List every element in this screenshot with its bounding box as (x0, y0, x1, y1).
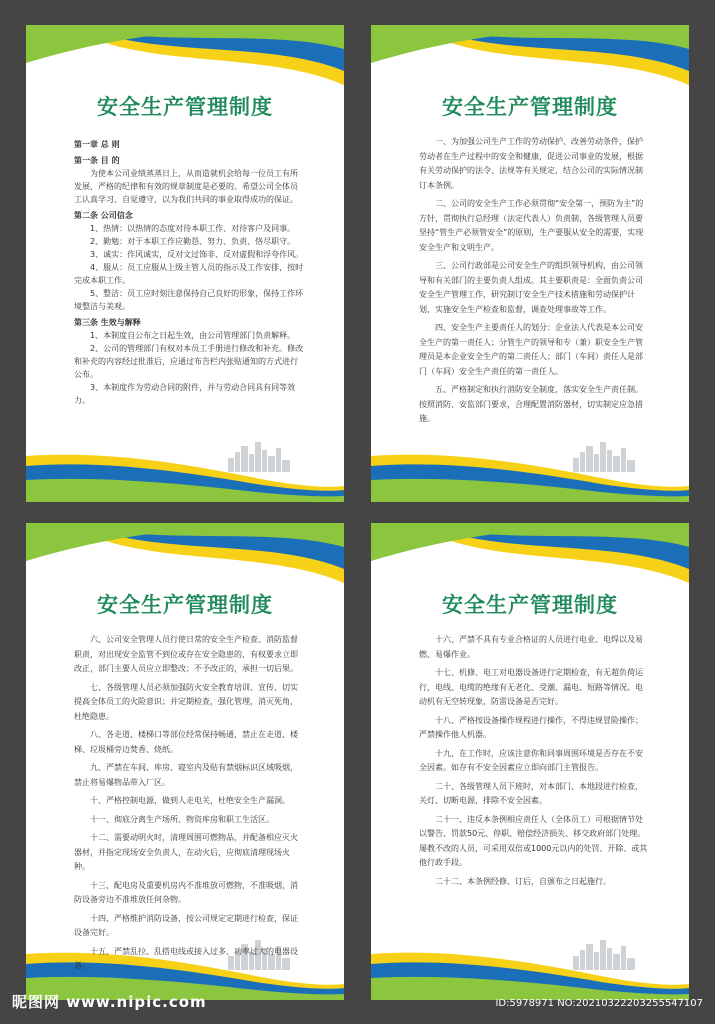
clause-paragraph: 2、勤勉：对于本职工作应勤恳、努力、负责、恪尽职守。 (90, 237, 296, 246)
clause-paragraph: 4、服从：员工应服从上级主管人员的指示及工作安排，按时完成本职工作。 (74, 263, 304, 285)
clause-paragraph: 二、公司的安全生产工作必须贯彻“安全第一，预防为主”的方针，贯彻执行总经理（法定代表人）负责制，各级管理人员要坚持“管生产必须管安全”的原则，生产要服从安全的需要，实现安全生产和文明生产。 (419, 199, 644, 252)
poster-title: 安全生产管理制度 (442, 95, 618, 119)
clause-paragraph: 十九、在工作时，应该注意你和同事周围环境是否存在不安全因素。如存有不安全因素应立即向部门主管报告。 (419, 748, 643, 772)
clause-paragraph: 二十一、违反本条例相应责任人（全体员工）可根据情节处以警告、罚款50元、停职、赔偿经济损失、移交政府部门处理。屡教不改的人员，可采用双倍或1000元以内的处罚、开除、或其他行政手段。 (419, 814, 648, 867)
clause-paragraph: 三、公司行政部是公司安全生产的组织领导机构，由公司领导和有关部门的主要负责人组成。其主要职责是：全面负责公司安全生产管理工作，研究制订安全生产技术措施和劳动保护计划，实施安全生产检查和监督，调查处理事故等工作。 (419, 261, 643, 314)
clause-paragraph: 3、诚实：作风诚实，反对文过饰非、反对虚假和浮夸作风。 (90, 250, 304, 259)
clause-paragraph: 二十二、本条例经修、订后，自颁布之日起施行。 (435, 876, 611, 886)
top-wave-decoration (26, 523, 344, 591)
bottom-wave-decoration (26, 450, 344, 502)
watermark-id: ID:5978971 NO:20210322203255547107 (495, 998, 703, 1009)
section-heading: 第三条 生效与解释 (74, 318, 141, 327)
clause-paragraph: 十一、彻底分离生产场所、物资库房和职工生活区。 (90, 814, 274, 824)
clause-paragraph: 一、为加强公司生产工作的劳动保护、改善劳动条件，保护劳动者在生产过程中的安全和健康，促进公司事业的发展，根据有关劳动保护的法令、法规等有关规定，结合公司的实际情况制订本条例。 (419, 137, 643, 190)
clause-paragraph: 十三、配电房及重要机房内不准堆放可燃物，不准吸烟，消防设备旁边不准堆放任何杂物。 (74, 880, 298, 904)
poster-title: 安全生产管理制度 (97, 593, 273, 617)
watermark-site: 昵图网 www.nipic.com (12, 993, 207, 1011)
bottom-wave-decoration (371, 948, 689, 1000)
clause-paragraph: 1、热情：以热情的态度对待本职工作、对待客户及同事。 (90, 224, 296, 233)
clause-paragraph: 十、严格控制电源，做到人走电关，杜绝安全生产漏洞。 (90, 796, 290, 805)
clause-paragraph: 1、本制度自公布之日起生效，由公司管理部门负责解释。 (90, 331, 296, 340)
top-wave-decoration (26, 25, 344, 93)
poster-2 (371, 25, 689, 502)
clause-paragraph: 5、整洁：员工应时刻注意保持自己良好的形象，保持工作环境整洁与美观。 (74, 289, 304, 311)
clause-paragraph: 3、本制度作为劳动合同的附件，并与劳动合同具有同等效力。 (74, 383, 296, 405)
poster-title: 安全生产管理制度 (97, 95, 273, 119)
clause-paragraph: 七、各级管理人员必须加强防火安全教育培训、宣传、切实提高全体员工的火险意识；并定期检查，强化管理，消灭死角，杜绝隐患。 (74, 682, 298, 721)
clause-paragraph: 八、各走道、楼梯口等部位经常保持畅通，禁止在走道、楼梯、垃圾桶旁边焚香、烧纸。 (74, 730, 298, 754)
section-heading: 第一条 目 的 (74, 156, 120, 165)
clause-paragraph: 十七、机修、电工对电器设备进行定期检查，有无超负荷运行，电线、电缆的绝缘有无老化、受潮、漏电、短路等情况。电动机有无空转现象，防雷设备是否完好。 (419, 668, 643, 706)
poster-body (74, 135, 304, 407)
clause-paragraph: 六、公司安全管理人员行使日常的安全生产检查、消防监督职责，对出现安全监管不到位或存在安全隐患的，有权要求立即改正，部门主要人员应立即整改；不予改正的，承担一切后果。 (74, 635, 298, 673)
clause-paragraph: 十五、严禁乱拉、乱搭电线或接入过多、功率过大的电器设备。 (74, 946, 298, 970)
poster-body (419, 633, 649, 889)
clause-paragraph: 十八、严格按设备操作规程进行操作，不得违规冒险操作；严禁操作他人机器。 (419, 715, 643, 739)
poster-4 (371, 523, 689, 1000)
clause-paragraph: 十四、严格维护消防设备，按公司规定定期进行检查，保证设备完好。 (74, 913, 298, 937)
clause-paragraph: 十六、严禁不具有专业合格证的人员进行电业、电焊以及易燃、易爆作业。 (419, 635, 643, 659)
clause-paragraph: 四、安全生产主要责任人的划分：企业法人代表是本公司安全生产的第一责任人；分管生产的领导和专（兼）职安全生产管理员是本企业安全生产的第二责任人；部门（车间）责任人是部门（车间）安全生产责任的第一责任人。 (419, 323, 643, 376)
top-wave-decoration (371, 523, 689, 591)
bottom-wave-decoration (371, 450, 689, 502)
clause-paragraph: 五、严格制定和执行消防安全制度，落实安全生产责任制。按照消防、安监部门要求，合理配置消防器材，切实制定应急措施。 (419, 385, 643, 423)
clause-paragraph: 十二、需要动明火时，清理周围可燃物品，并配备相应灭火器材，并指定现场安全负责人，在动火后，应彻底清理现场火种。 (74, 833, 298, 871)
poster-3 (26, 523, 344, 1000)
city-skyline-icon (571, 936, 641, 970)
city-skyline-icon (571, 438, 641, 472)
clause-paragraph: 为使本公司业绩蒸蒸日上，从而造就机会给每一位员工有所发展，严格的纪律和有效的规章制度是必要的。希望公司全体员工认真学习、自觉遵守，以为我们共同的事业取得成功的保证。 (74, 169, 298, 204)
clause-paragraph: 九、严禁在车间、库房、寝室内及贴有禁烟标识区域吸烟，禁止将易爆物品带入厂区。 (74, 763, 298, 787)
section-heading: 第一章 总 则 (74, 140, 120, 149)
top-wave-decoration (371, 25, 689, 93)
clause-paragraph: 二十、各级管理人员下班时，对本部门、本地段进行检查，关灯、切断电源，排除不安全因素。 (419, 781, 643, 805)
section-heading: 第二条 公司信念 (74, 211, 133, 220)
poster-body (419, 135, 649, 427)
city-skyline-icon (226, 438, 296, 472)
poster-1 (26, 25, 344, 502)
clause-paragraph: 2、公司的管理部门有权对本员工手册进行修改和补充。修改和补充的内容经过批准后，应通过布告栏内张贴通知的方式进行公布。 (74, 344, 304, 379)
poster-body (74, 633, 304, 974)
poster-title: 安全生产管理制度 (442, 593, 618, 617)
